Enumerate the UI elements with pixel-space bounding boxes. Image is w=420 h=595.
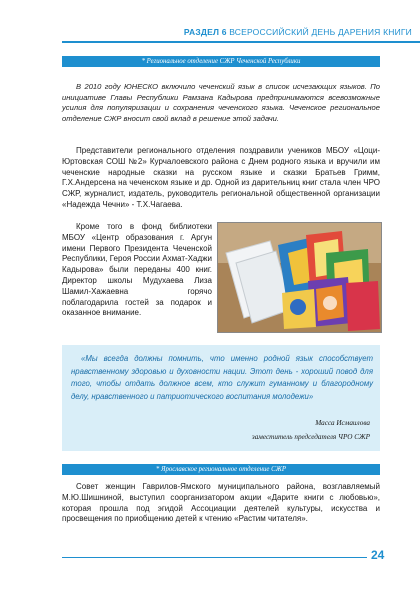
- header-section-title: ВСЕРОССИЙСКИЙ ДЕНЬ ДАРЕНИЯ КНИГИ: [229, 27, 412, 37]
- section-band-yaroslavl: * Ярославское региональное отделение СЖР: [62, 464, 380, 475]
- books-photo-icon: [218, 223, 381, 332]
- paragraph-1: Представители регионального отделения поздравили учеников МБОУ «Цоци-Юртовская СОШ №2» Курчалоевского района с Днем родного языка и вручили им чеченские народные сказки на русском языке и сказки Братьев Гримм, Г.Х.Андерсена на чеченском языке и др. Одной из дарительниц книг стала член ЧРО СЖР, журналист, издатель, руководитель региональной общественной организации «Надежда Чечни» - Т.Х.Чагаева.: [62, 146, 380, 209]
- section-band-chechen: * Региональное отделение СЖР Чеченской Республики: [62, 56, 380, 67]
- header-section: РАЗДЕЛ 6: [183, 27, 227, 37]
- quote-box: [62, 345, 380, 451]
- quote-author-role: заместитель председателя ЧРО СЖР: [251, 433, 370, 441]
- quote-author: Масса Исмаилова: [315, 419, 370, 427]
- page-number: 24: [371, 548, 385, 562]
- intro-paragraph: В 2010 году ЮНЕСКО включило чеченский язык в список исчезающих языков. По инициативе Главы Республики Рамзана Кадырова предпринимаются всевозможные усилия для популяризации и сохранения чеченского языка. Чеченское региональное отделение СЖР вносит свой вклад в решение этой задачи.: [62, 82, 380, 123]
- paragraph-2: Кроме того в фонд библиотеки МБОУ «Центр образования г. Аргун имени Первого Президента Чеченской Республики, Героя России Ахмат-Хаджи Кадырова» были переданы 400 книг. Директор школы Мудухаева Лиза Шамил-Хажаевна горячо поблагодарила гостей за подарок и оказанное внимание.: [62, 222, 212, 318]
- header-title: [184, 27, 412, 37]
- quote-text: «Мы всегда должны помнить, что именно родной язык способствует нравственному здоровью и духовности нации. Этот день - хороший повод для того, чтобы отдать должное всем, кто служит гуманному и благородному делу, нравственного и патриотического воспитания молодежи»: [71, 354, 373, 401]
- books-photo: [217, 222, 382, 333]
- page-header: [0, 0, 420, 44]
- paragraph-3: Совет женщин Гаврилов-Ямского муниципального района, возглавляемый М.Ю.Шишниной, выступил соорганизатором акции «Дарите книги с любовью», которая прошла под эгидой Ассоциации деятелей культуры, искусства и просвещения по приобщению детей к чтению «Растим читателя».: [62, 482, 380, 524]
- page-footer-rule: [62, 557, 367, 558]
